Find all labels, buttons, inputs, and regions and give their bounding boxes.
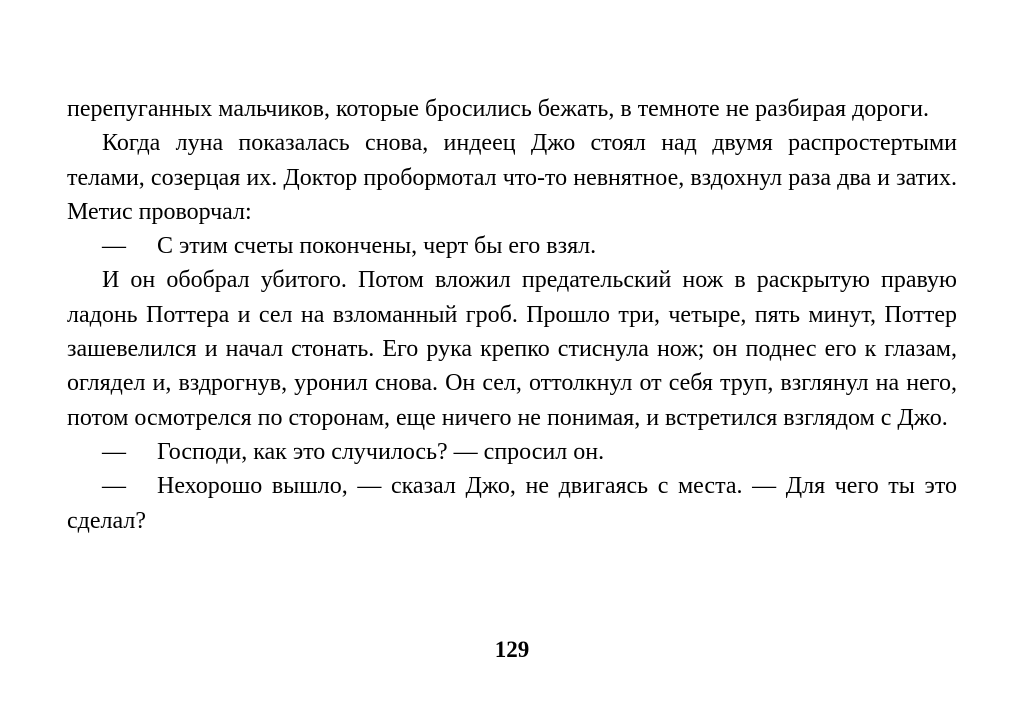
dialogue-line bbox=[67, 435, 957, 469]
paragraph-narrative: И он обобрал убитого. Потом вложил предательский нож в раскрытую правую ладонь Поттера и сел на взломанный гроб. Прошло три, четыре, пять минут, Поттер зашевелился и начал стонать. Его рука крепко стиснула нож; он поднес его к глазам, оглядел и, вздрогнув, уронил снова. Он сел, оттолкнул от себя труп, взглянул на него, потом осмотрелся по сторонам, еще ничего не понимая, и встретился взглядом с Джо. bbox=[67, 267, 957, 431]
paragraph-continuation: перепуганных мальчиков, которые бросились бежать, в темноте не разбирая дороги. bbox=[67, 96, 929, 122]
dialogue-dash: — bbox=[102, 233, 126, 260]
dialogue-dash: — bbox=[102, 473, 126, 500]
dialogue-line bbox=[67, 229, 957, 263]
dialogue-text: Господи, как это случилось? — спросил он. bbox=[157, 438, 605, 465]
dialogue-dash: — bbox=[102, 438, 126, 465]
dialogue-text: Нехорошо вышло, — сказал Джо, не двигаясь с места. — Для чего ты это сделал? bbox=[67, 473, 957, 534]
page-body bbox=[67, 92, 957, 538]
paragraph-narrative: Когда луна показалась снова, индеец Джо стоял над двумя распростертыми телами, созерцая их. Доктор пробормотал что-то невнятное, вздохнул раза два и затих. Метис проворчал: bbox=[67, 130, 957, 225]
dialogue-line bbox=[67, 469, 957, 538]
dialogue-text: С этим счеты покончены, черт бы его взял. bbox=[157, 233, 597, 260]
page-number: 129 bbox=[494, 637, 530, 662]
